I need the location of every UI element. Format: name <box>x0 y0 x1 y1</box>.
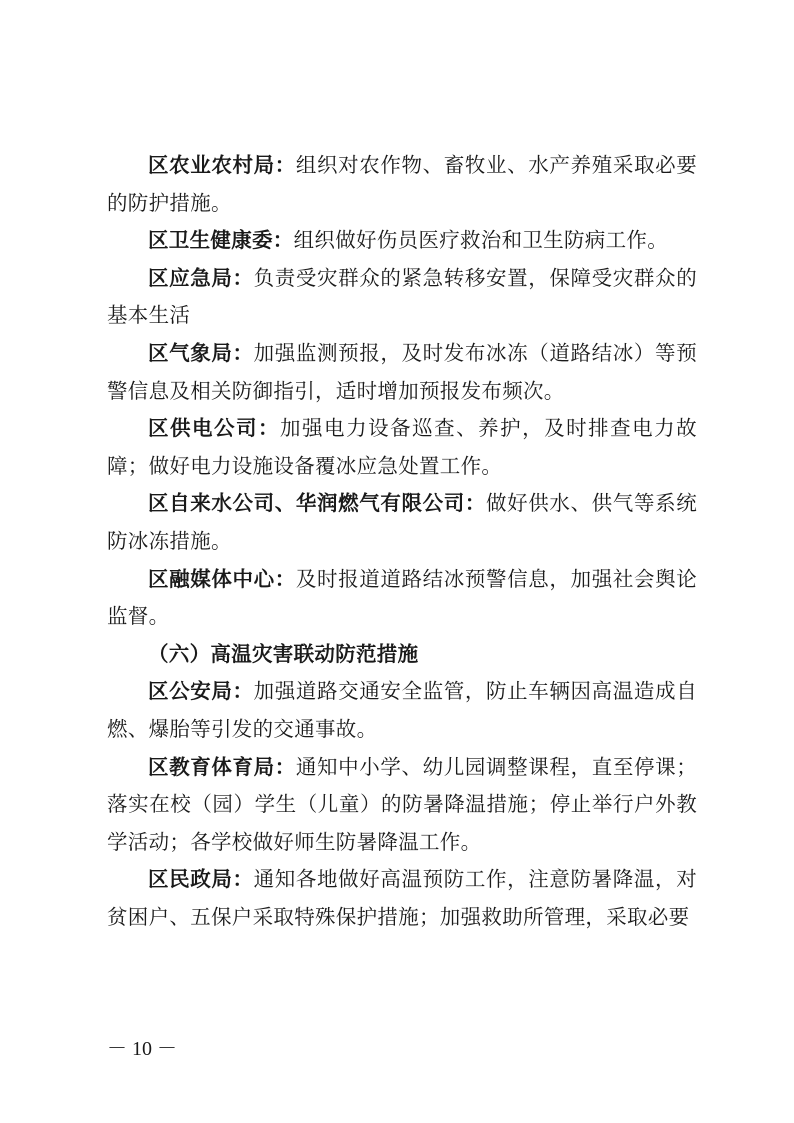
paragraph-education <box>107 749 697 862</box>
paragraph-power <box>107 410 697 485</box>
paragraph-meteorology <box>107 335 697 410</box>
text-police: 加强道路交通安全监管，防止车辆因高温造成自燃、爆胎等引发的交通事故。 <box>107 679 697 741</box>
paragraph-agriculture <box>107 147 697 222</box>
dept-civil-affairs: 区民政局： <box>148 867 254 892</box>
text-power: 加强电力设备巡查、养护，及时排查电力故障；做好电力设施设备覆冰应急处置工作。 <box>107 416 697 478</box>
dept-power: 区供电公司： <box>148 416 281 441</box>
dept-emergency: 区应急局： <box>148 265 254 290</box>
dept-education: 区教育体育局： <box>148 754 296 779</box>
document-body <box>107 147 697 936</box>
paragraph-police <box>107 673 697 748</box>
text-emergency: 负责受灾群众的紧急转移安置，保障受灾群众的基本生活 <box>107 265 697 328</box>
dept-health: 区卫生健康委： <box>148 228 294 253</box>
paragraph-water-gas <box>107 485 697 560</box>
text-agriculture: 组织对农作物、畜牧业、水产养殖采取必要的防护措施。 <box>107 153 697 215</box>
dept-agriculture: 区农业农村局： <box>148 153 296 177</box>
paragraph-emergency <box>107 260 697 335</box>
text-education: 通知中小学、幼儿园调整课程，直至停课；落实在校（园）学生（儿童）的防暑降温措施；停止举行户外教学活动；各学校做好师生防暑降温工作。 <box>107 754 697 854</box>
page-number: － 10 － <box>107 1038 177 1060</box>
paragraph-health <box>107 222 697 260</box>
text-civil-affairs: 通知各地做好高温预防工作，注意防暑降温，对贫困户、五保户采取特殊保护措施；加强救助所管理，采取必要 <box>107 867 697 929</box>
dept-water-gas: 区自来水公司、华润燃气有限公司： <box>148 491 487 516</box>
text-health: 组织做好伤员医疗救治和卫生防病工作。 <box>293 228 669 253</box>
section-heading: （六）高温灾害联动防范措施 <box>148 641 419 666</box>
paragraph-media <box>107 561 697 636</box>
dept-meteorology: 区气象局： <box>148 340 254 365</box>
text-media: 及时报道道路结冰预警信息，加强社会舆论监督。 <box>107 566 697 629</box>
dept-media: 区融媒体中心： <box>148 566 296 591</box>
paragraph-civil-affairs <box>107 861 697 936</box>
text-water-gas: 做好供水、供气等系统防冰冻措施。 <box>107 491 697 553</box>
text-meteorology: 加强监测预报，及时发布冰冻（道路结冰）等预警信息及相关防御指引，适时增加预报发布频次。 <box>107 340 697 403</box>
dept-police: 区公安局： <box>148 679 254 704</box>
